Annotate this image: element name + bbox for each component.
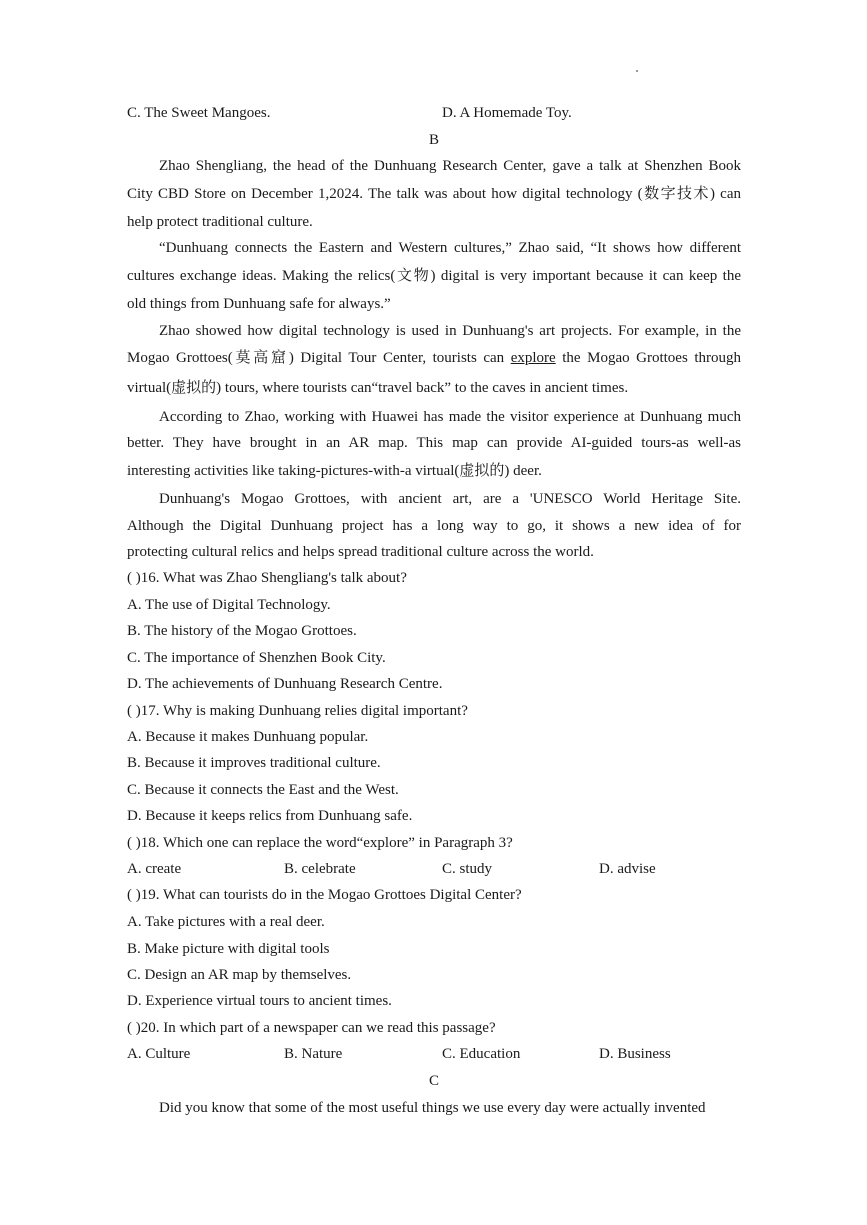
b-p2-line1: “Dunhuang connects the Eastern and Western cultures,” Zhao said, “It shows how different <box>159 240 741 256</box>
b-p4-line3: interesting activities like taking-pictures-with-a virtual(虚拟的) deer. <box>127 463 542 479</box>
q18-stem: ( )18. Which one can replace the word“explore” in Paragraph 3? <box>127 835 513 851</box>
b-p1-line1: Zhao Shengliang, the head of the Dunhuang Research Center, gave a talk at Shenzhen Book <box>159 158 741 174</box>
q19-option-b: B. Make picture with digital tools <box>127 941 330 957</box>
explore-underlined-word: explore <box>510 350 556 366</box>
q17-option-c: C. Because it connects the East and the West. <box>127 782 399 798</box>
b-p3-line1: Zhao showed how digital technology is used in Dunhuang's art projects. For example, in the <box>159 323 741 339</box>
q17-option-b: B. Because it improves traditional culture. <box>127 755 381 771</box>
b-p2-line3: old things from Dunhuang safe for always.” <box>127 296 391 312</box>
q19-option-a: A. Take pictures with a real deer. <box>127 914 325 930</box>
prev-option-c: C. The Sweet Mangoes. <box>127 105 271 121</box>
q19-option-d: D. Experience virtual tours to ancient times. <box>127 993 392 1009</box>
q19-stem: ( )19. What can tourists do in the Mogao Grottoes Digital Center? <box>127 887 522 903</box>
q18-option-a: A. create <box>127 861 182 877</box>
b-p1-line3: help protect traditional culture. <box>127 214 313 230</box>
section-c-heading: C <box>428 1073 439 1089</box>
q20-option-d: D. Business <box>599 1046 671 1062</box>
q16-option-b: B. The history of the Mogao Grottoes. <box>127 623 357 639</box>
q16-option-c: C. The importance of Shenzhen Book City. <box>127 650 386 666</box>
q17-stem: ( )17. Why is making Dunhuang relies digital important? <box>127 703 468 719</box>
b-p3-line2-pre: Mogao Grottoes(莫高窟) Digital Tour Center, tourists can <box>127 350 511 366</box>
b-p3-line2-post: the Mogao Grottoes through <box>555 350 742 366</box>
q18-option-c: C. study <box>442 861 493 877</box>
scan-speck <box>636 70 638 72</box>
q16-stem: ( )16. What was Zhao Shengliang's talk about? <box>127 570 407 586</box>
b-p3-line3: virtual(虚拟的) tours, where tourists can“travel back” to the caves in ancient times. <box>127 380 629 396</box>
q20-stem: ( )20. In which part of a newspaper can we read this passage? <box>127 1020 496 1036</box>
b-p4-line2: better. They have brought in an AR map. This map can provide AI-guided tours-as well-as <box>127 435 741 451</box>
c-p1-line1: Did you know that some of the most useful things we use every day were actually invented <box>159 1100 706 1116</box>
b-p4-line1: According to Zhao, working with Huawei has made the visitor experience at Dunhuang much <box>159 409 741 425</box>
q19-option-c: C. Design an AR map by themselves. <box>127 967 352 983</box>
b-p1-line2: City CBD Store on December 1,2024. The talk was about how digital technology (数字技术) can <box>127 186 741 202</box>
b-p3-line2 <box>127 348 741 368</box>
b-p5-line3: protecting cultural relics and helps spread traditional culture across the world. <box>127 544 594 560</box>
q17-option-d: D. Because it keeps relics from Dunhuang safe. <box>127 808 413 824</box>
b-p2-line2: cultures exchange ideas. Making the relics(文物) digital is very important because it can keep the <box>127 268 741 284</box>
q20-option-b: B. Nature <box>284 1046 343 1062</box>
section-b-heading: B <box>428 132 439 148</box>
b-p5-line1: Dunhuang's Mogao Grottoes, with ancient art, are a 'UNESCO World Heritage Site. <box>159 491 741 507</box>
q20-option-c: C. Education <box>442 1046 521 1062</box>
q16-option-a: A. The use of Digital Technology. <box>127 597 331 613</box>
q16-option-d: D. The achievements of Dunhuang Research Centre. <box>127 676 443 692</box>
q17-option-a: A. Because it makes Dunhuang popular. <box>127 729 369 745</box>
q20-option-a: A. Culture <box>127 1046 191 1062</box>
q18-option-b: B. celebrate <box>284 861 356 877</box>
b-p5-line2: Although the Digital Dunhuang project has a long way to go, it shows a new idea of for <box>127 518 741 534</box>
q18-option-d: D. advise <box>599 861 656 877</box>
prev-option-d: D. A Homemade Toy. <box>442 105 572 121</box>
